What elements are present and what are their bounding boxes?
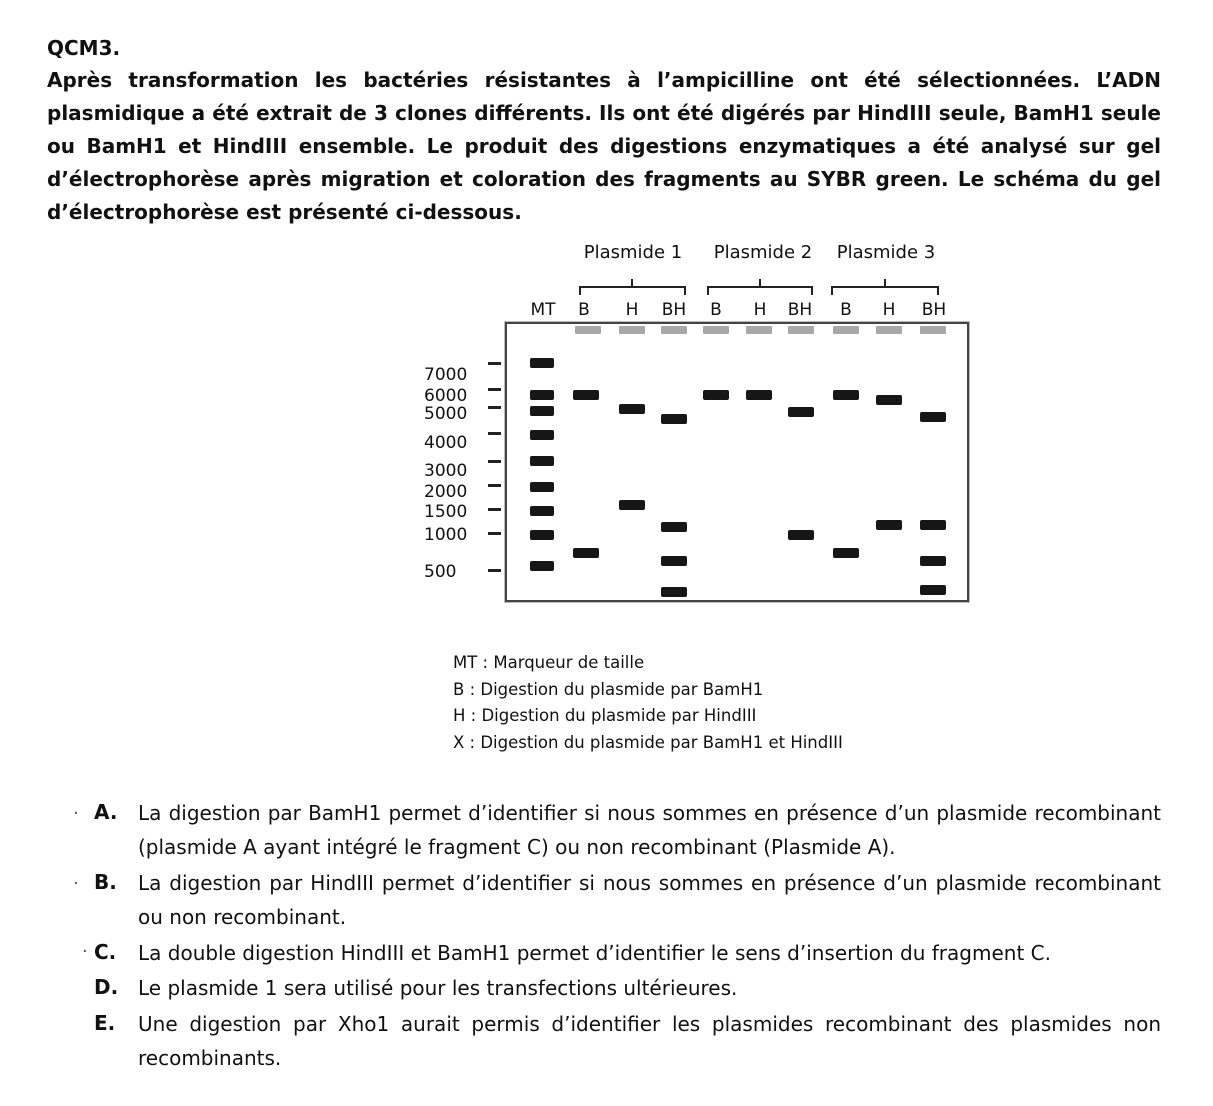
ladder-label-500: 500 bbox=[424, 562, 457, 582]
option-d-letter: D. bbox=[94, 975, 119, 999]
lane-label-p2-bh: BH bbox=[787, 300, 813, 320]
band-p3-bh bbox=[920, 585, 946, 595]
band-p2-h bbox=[746, 390, 772, 400]
band-mt bbox=[530, 506, 554, 516]
option-a-letter: A. bbox=[94, 800, 118, 824]
brace-plasmide-1 bbox=[580, 279, 685, 295]
question-intro: Après transformation les bactéries résistantes à l’ampicilline ont été sélectionnées. L’ADN plasmidique a été extrait de 3 clones différents. Ils ont été digérés par HindIII seule, BamH1 seule ou BamH1 et HindIII ensemble. Le produit des digestions enzymatiques a été analysé sur gel d’électrophorèse après migration et coloration des fragments au SYBR green. Le schéma du gel d’électrophorèse est présenté ci-dessous. bbox=[47, 68, 1161, 224]
lane-label-p3-h: H bbox=[882, 300, 896, 320]
option-c-letter: C. bbox=[94, 940, 117, 964]
ladder-tick bbox=[488, 484, 501, 487]
lane-label-p2-h: H bbox=[753, 300, 767, 320]
option-b-text: La digestion par HindIII permet d’identifier si nous sommes en présence d’un plasmide recombinant ou non recombinant. bbox=[138, 871, 1161, 929]
band-p3-bh bbox=[920, 556, 946, 566]
ladder-tick bbox=[488, 388, 501, 391]
band-p1-h bbox=[619, 404, 645, 414]
lane-label-p3-b: B bbox=[840, 300, 852, 320]
band-p3-bh bbox=[920, 520, 946, 530]
well bbox=[920, 326, 946, 334]
band-p1-bh bbox=[661, 587, 687, 597]
legend-item-b: B : Digestion du plasmide par BamH1 bbox=[453, 679, 764, 699]
well bbox=[661, 326, 687, 334]
option-b-letter: B. bbox=[94, 870, 117, 894]
brace-plasmide-3 bbox=[832, 279, 938, 295]
well bbox=[833, 326, 859, 334]
band-mt bbox=[530, 430, 554, 440]
option-a-text: La digestion par BamH1 permet d’identifier si nous sommes en présence d’un plasmide recombinant (plasmide A ayant intégré le fragment C) ou non recombinant (Plasmide A). bbox=[138, 801, 1161, 859]
option-c-text: La double digestion HindIII et BamH1 permet d’identifier le sens d’insertion du fragment C. bbox=[138, 941, 1051, 965]
group-label-plasmide-1: Plasmide 1 bbox=[583, 242, 683, 263]
ladder-tick bbox=[488, 508, 501, 511]
ladder-label-4000: 4000 bbox=[424, 433, 468, 453]
lane-label-p1-bh: BH bbox=[661, 300, 687, 320]
option-bullet: · bbox=[73, 873, 79, 894]
band-mt bbox=[530, 358, 554, 368]
group-label-plasmide-3: Plasmide 3 bbox=[836, 242, 936, 263]
well bbox=[876, 326, 902, 334]
band-p3-b bbox=[833, 548, 859, 558]
ladder-label-1500: 1500 bbox=[424, 502, 468, 522]
band-p3-bh bbox=[920, 412, 946, 422]
band-p3-b bbox=[833, 390, 859, 400]
band-mt bbox=[530, 530, 554, 540]
well bbox=[575, 326, 601, 334]
ladder-tick bbox=[488, 532, 501, 535]
ladder-tick bbox=[488, 432, 501, 435]
band-mt bbox=[530, 456, 554, 466]
option-bullet: · bbox=[73, 803, 79, 824]
ladder-tick bbox=[488, 569, 501, 572]
well bbox=[746, 326, 772, 334]
band-mt bbox=[530, 561, 554, 571]
band-mt bbox=[530, 482, 554, 492]
band-mt bbox=[530, 390, 554, 400]
ladder-label-6000: 6000 bbox=[424, 386, 468, 406]
ladder-label-2000: 2000 bbox=[424, 482, 468, 502]
group-label-plasmide-2: Plasmide 2 bbox=[713, 242, 813, 263]
option-e-text: Une digestion par Xho1 aurait permis d’identifier les plasmides recombinant des plasmides non recombinants. bbox=[138, 1012, 1161, 1070]
well bbox=[788, 326, 814, 334]
band-mt bbox=[530, 406, 554, 416]
band-p2-b bbox=[703, 390, 729, 400]
well bbox=[703, 326, 729, 334]
band-p1-bh bbox=[661, 522, 687, 532]
band-p1-h bbox=[619, 500, 645, 510]
lane-label-mt: MT bbox=[530, 300, 556, 320]
option-d-text: Le plasmide 1 sera utilisé pour les transfections ultérieures. bbox=[138, 976, 738, 1000]
lane-label-p3-bh: BH bbox=[921, 300, 947, 320]
legend-item-h: H : Digestion du plasmide par HindIII bbox=[453, 706, 757, 725]
ladder-label-5000: 5000 bbox=[424, 404, 468, 424]
option-e-letter: E. bbox=[94, 1011, 116, 1035]
brace-plasmide-2 bbox=[708, 279, 812, 295]
lane-label-p2-b: B bbox=[710, 300, 722, 320]
lane-label-p1-b: B bbox=[578, 300, 590, 320]
band-p2-bh bbox=[788, 530, 814, 540]
legend-item-x: X : Digestion du plasmide par BamH1 et HindIII bbox=[453, 732, 843, 752]
ladder-tick bbox=[488, 406, 501, 409]
ladder-tick bbox=[488, 460, 501, 463]
lane-label-p1-h: H bbox=[625, 300, 639, 320]
ladder-label-1000: 1000 bbox=[424, 525, 468, 545]
band-p1-bh bbox=[661, 414, 687, 424]
gel-legend bbox=[453, 650, 843, 756]
ladder-tick bbox=[488, 362, 501, 365]
ladder-label-7000: 7000 bbox=[424, 365, 468, 385]
legend-item-mt: MT : Marqueur de taille bbox=[453, 653, 645, 672]
band-p3-h bbox=[876, 520, 902, 530]
well bbox=[619, 326, 645, 334]
ladder-label-3000: 3000 bbox=[424, 461, 468, 481]
band-p3-h bbox=[876, 395, 902, 405]
band-p2-bh bbox=[788, 407, 814, 417]
gel bbox=[505, 322, 969, 602]
question-title: QCM3. bbox=[47, 36, 121, 60]
band-p1-b bbox=[573, 390, 599, 400]
band-p1-bh bbox=[661, 556, 687, 566]
option-bullet: · bbox=[82, 941, 88, 962]
band-p1-b bbox=[573, 548, 599, 558]
